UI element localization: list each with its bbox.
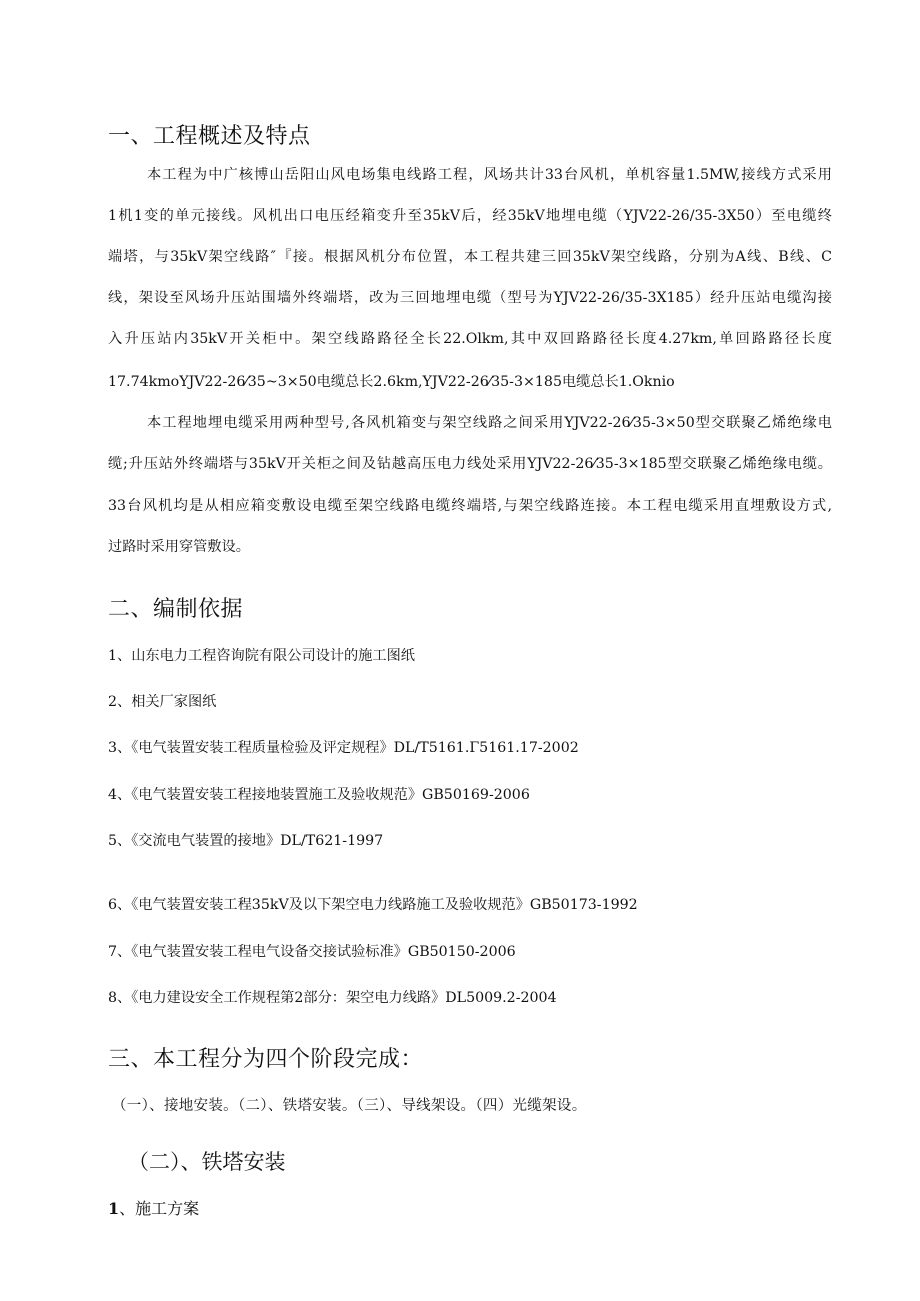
- list-item: 5、《交流电气装置的接地》DL/T621-1997: [108, 833, 384, 849]
- section-heading: 二、编制依据: [108, 597, 244, 622]
- paragraph-line: 33台风机均是从相应箱变敷设电缆至架空线路电缆终端塔,与架空线路连接。本工程电缆采用直埋敷设方式,: [108, 498, 832, 514]
- paragraph-line: 入升压站内35kV开关柜中。架空线路路径全长22.Olkm,其中双回路路径长度4.27km,单回路路径长度: [108, 331, 832, 347]
- list-item: 7、《电气装置安装工程电气设备交接试验标准》GB50150-2006: [108, 944, 516, 960]
- paragraph-line: 线，架设至风场升压站围墙外终端塔，改为三回地埋电缆（型号为YJV22-26/35-3X185）经升压站电缆沟接: [108, 290, 832, 306]
- paragraph-line: 过路时采用穿管敷设。: [108, 539, 250, 555]
- list-item: 8、《电力建设安全工作规程第2部分：架空电力线路》DL5009.2-2004: [108, 990, 557, 1006]
- list-item: 2、相关厂家图纸: [108, 694, 217, 710]
- heading-number: 1: [108, 1199, 120, 1218]
- stage-list: （一）、接地安装。（二）、铁塔安装。（三）、导线架设。（四）光缆架设。: [112, 1098, 587, 1114]
- section-heading: 一、工程概述及特点: [108, 124, 311, 149]
- paragraph-line: 本工程地埋电缆采用两种型号,各风机箱变与架空线路之间采用YJV22-26⁄35-3×50型交联聚乙烯绝缘电: [147, 415, 832, 431]
- paragraph-line: 1机1变的单元接线。风机出口电压经箱变升至35kV后，经35kV地埋电缆（YJV22-26/35-3X50）至电缆终: [108, 208, 832, 224]
- paragraph-line: 缆;升压站外终端塔与35kV开关柜之间及钻越高压电力线处采用YJV22-26⁄35-3×185型交联聚乙烯绝缘电缆。: [108, 456, 832, 472]
- paragraph-line: 17.74kmoYJV22-26⁄35~3×50电缆总长2.6km,YJV22-26⁄35-3×185电缆总长1.Oknio: [108, 374, 675, 390]
- list-item: 4、《电气装置安装工程接地装置施工及验收规范》GB50169-2006: [108, 787, 530, 803]
- paragraph-line: 端塔，与35kV架空线路″『接。根据风机分布位置，本工程共建三回35kV架空线路，分别为A线、B线、C: [108, 249, 832, 265]
- subsection-heading: （二）、铁塔安装: [128, 1150, 286, 1174]
- list-item: 6、《电气装置安装工程35kV及以下架空电力线路施工及验收规范》GB50173-1992: [108, 897, 638, 913]
- section-heading: 三、本工程分为四个阶段完成：: [108, 1047, 424, 1072]
- sub-subsection-heading: [108, 1196, 199, 1219]
- list-item: 1、山东电力工程咨询院有限公司设计的施工图纸: [108, 648, 415, 664]
- list-item: 3、《电气装置安装工程质量检验及评定规程》DL/T5161.Γ5161.17-2002: [108, 740, 579, 756]
- heading-text: 、施工方案: [119, 1199, 200, 1218]
- paragraph-line: 本工程为中广核博山岳阳山风电场集电线路工程，风场共计33台风机，单机容量1.5MW,接线方式采用: [147, 167, 832, 183]
